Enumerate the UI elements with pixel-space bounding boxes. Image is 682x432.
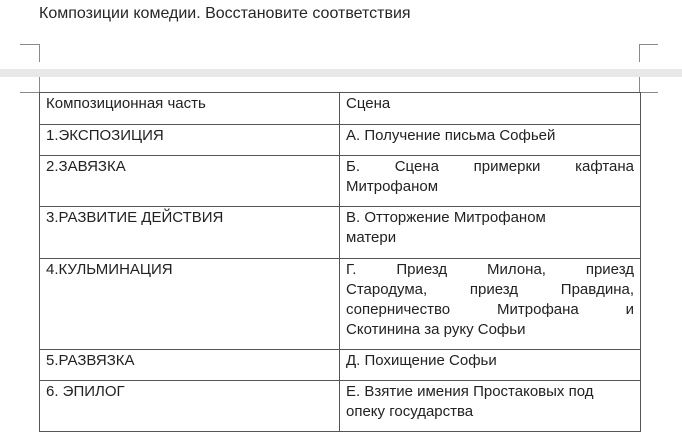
scene-cell xyxy=(340,207,641,259)
crop-mark-bottom-right xyxy=(639,92,658,93)
scene-line: Г. Приезд Милона, приезд xyxy=(346,261,634,278)
scene-cell xyxy=(340,350,641,381)
scene-line: матери xyxy=(346,229,397,246)
crop-mark-top-right-vertical xyxy=(639,44,640,62)
table-row xyxy=(40,207,641,259)
scene-line: Митрофаном xyxy=(346,178,439,195)
crop-mark-bottom-left xyxy=(20,92,39,93)
crop-mark-bottom-right-vertical xyxy=(639,77,640,92)
part-cell: 2.ЗАВЯЗКА xyxy=(40,156,340,207)
part-cell: 1.ЭКСПОЗИЦИЯ xyxy=(40,125,340,156)
page-break-gap xyxy=(0,69,682,77)
table-header-row xyxy=(40,93,641,125)
scene-cell xyxy=(340,156,641,207)
table-row xyxy=(40,350,641,381)
scene-line: А. Получение письма Софьей xyxy=(346,127,556,144)
part-cell: 6. ЭПИЛОГ xyxy=(40,381,340,432)
scene-line: опеку государства xyxy=(346,403,474,420)
crop-mark-bottom-left-vertical xyxy=(39,77,40,92)
scene-line: Д. Похищение Софьи xyxy=(346,352,497,369)
header-cell-scene: Сцена xyxy=(340,93,641,125)
part-cell: 5.РАЗВЯЗКА xyxy=(40,350,340,381)
crop-mark-top-left xyxy=(20,44,39,45)
document-heading: Композиции комедии. Восстановите соответствия xyxy=(39,5,411,22)
scene-cell xyxy=(340,381,641,432)
table-row xyxy=(40,125,641,156)
scene-cell xyxy=(340,125,641,156)
part-cell: 3.РАЗВИТИЕ ДЕЙСТВИЯ xyxy=(40,207,340,259)
crop-mark-top-right xyxy=(639,44,658,45)
scene-line: Скотинина за руку Софьи xyxy=(346,321,526,338)
table-row xyxy=(40,156,641,207)
scene-line: В. Отторжение Митрофаном xyxy=(346,209,546,226)
table-row xyxy=(40,381,641,432)
scene-cell xyxy=(340,259,641,350)
scene-line: соперничество Митрофана и xyxy=(346,301,634,318)
crop-mark-top-left-vertical xyxy=(39,44,40,62)
scene-line: Е. Взятие имения Простаковых под xyxy=(346,383,594,400)
scene-line: Стародума, приезд Правдина, xyxy=(346,281,634,298)
header-cell-part: Композиционная часть xyxy=(40,93,340,125)
table-row xyxy=(40,259,641,350)
composition-table xyxy=(39,92,641,432)
part-cell: 4.КУЛЬМИНАЦИЯ xyxy=(40,259,340,350)
scene-line: Б. Сцена примерки кафтана xyxy=(346,158,634,175)
